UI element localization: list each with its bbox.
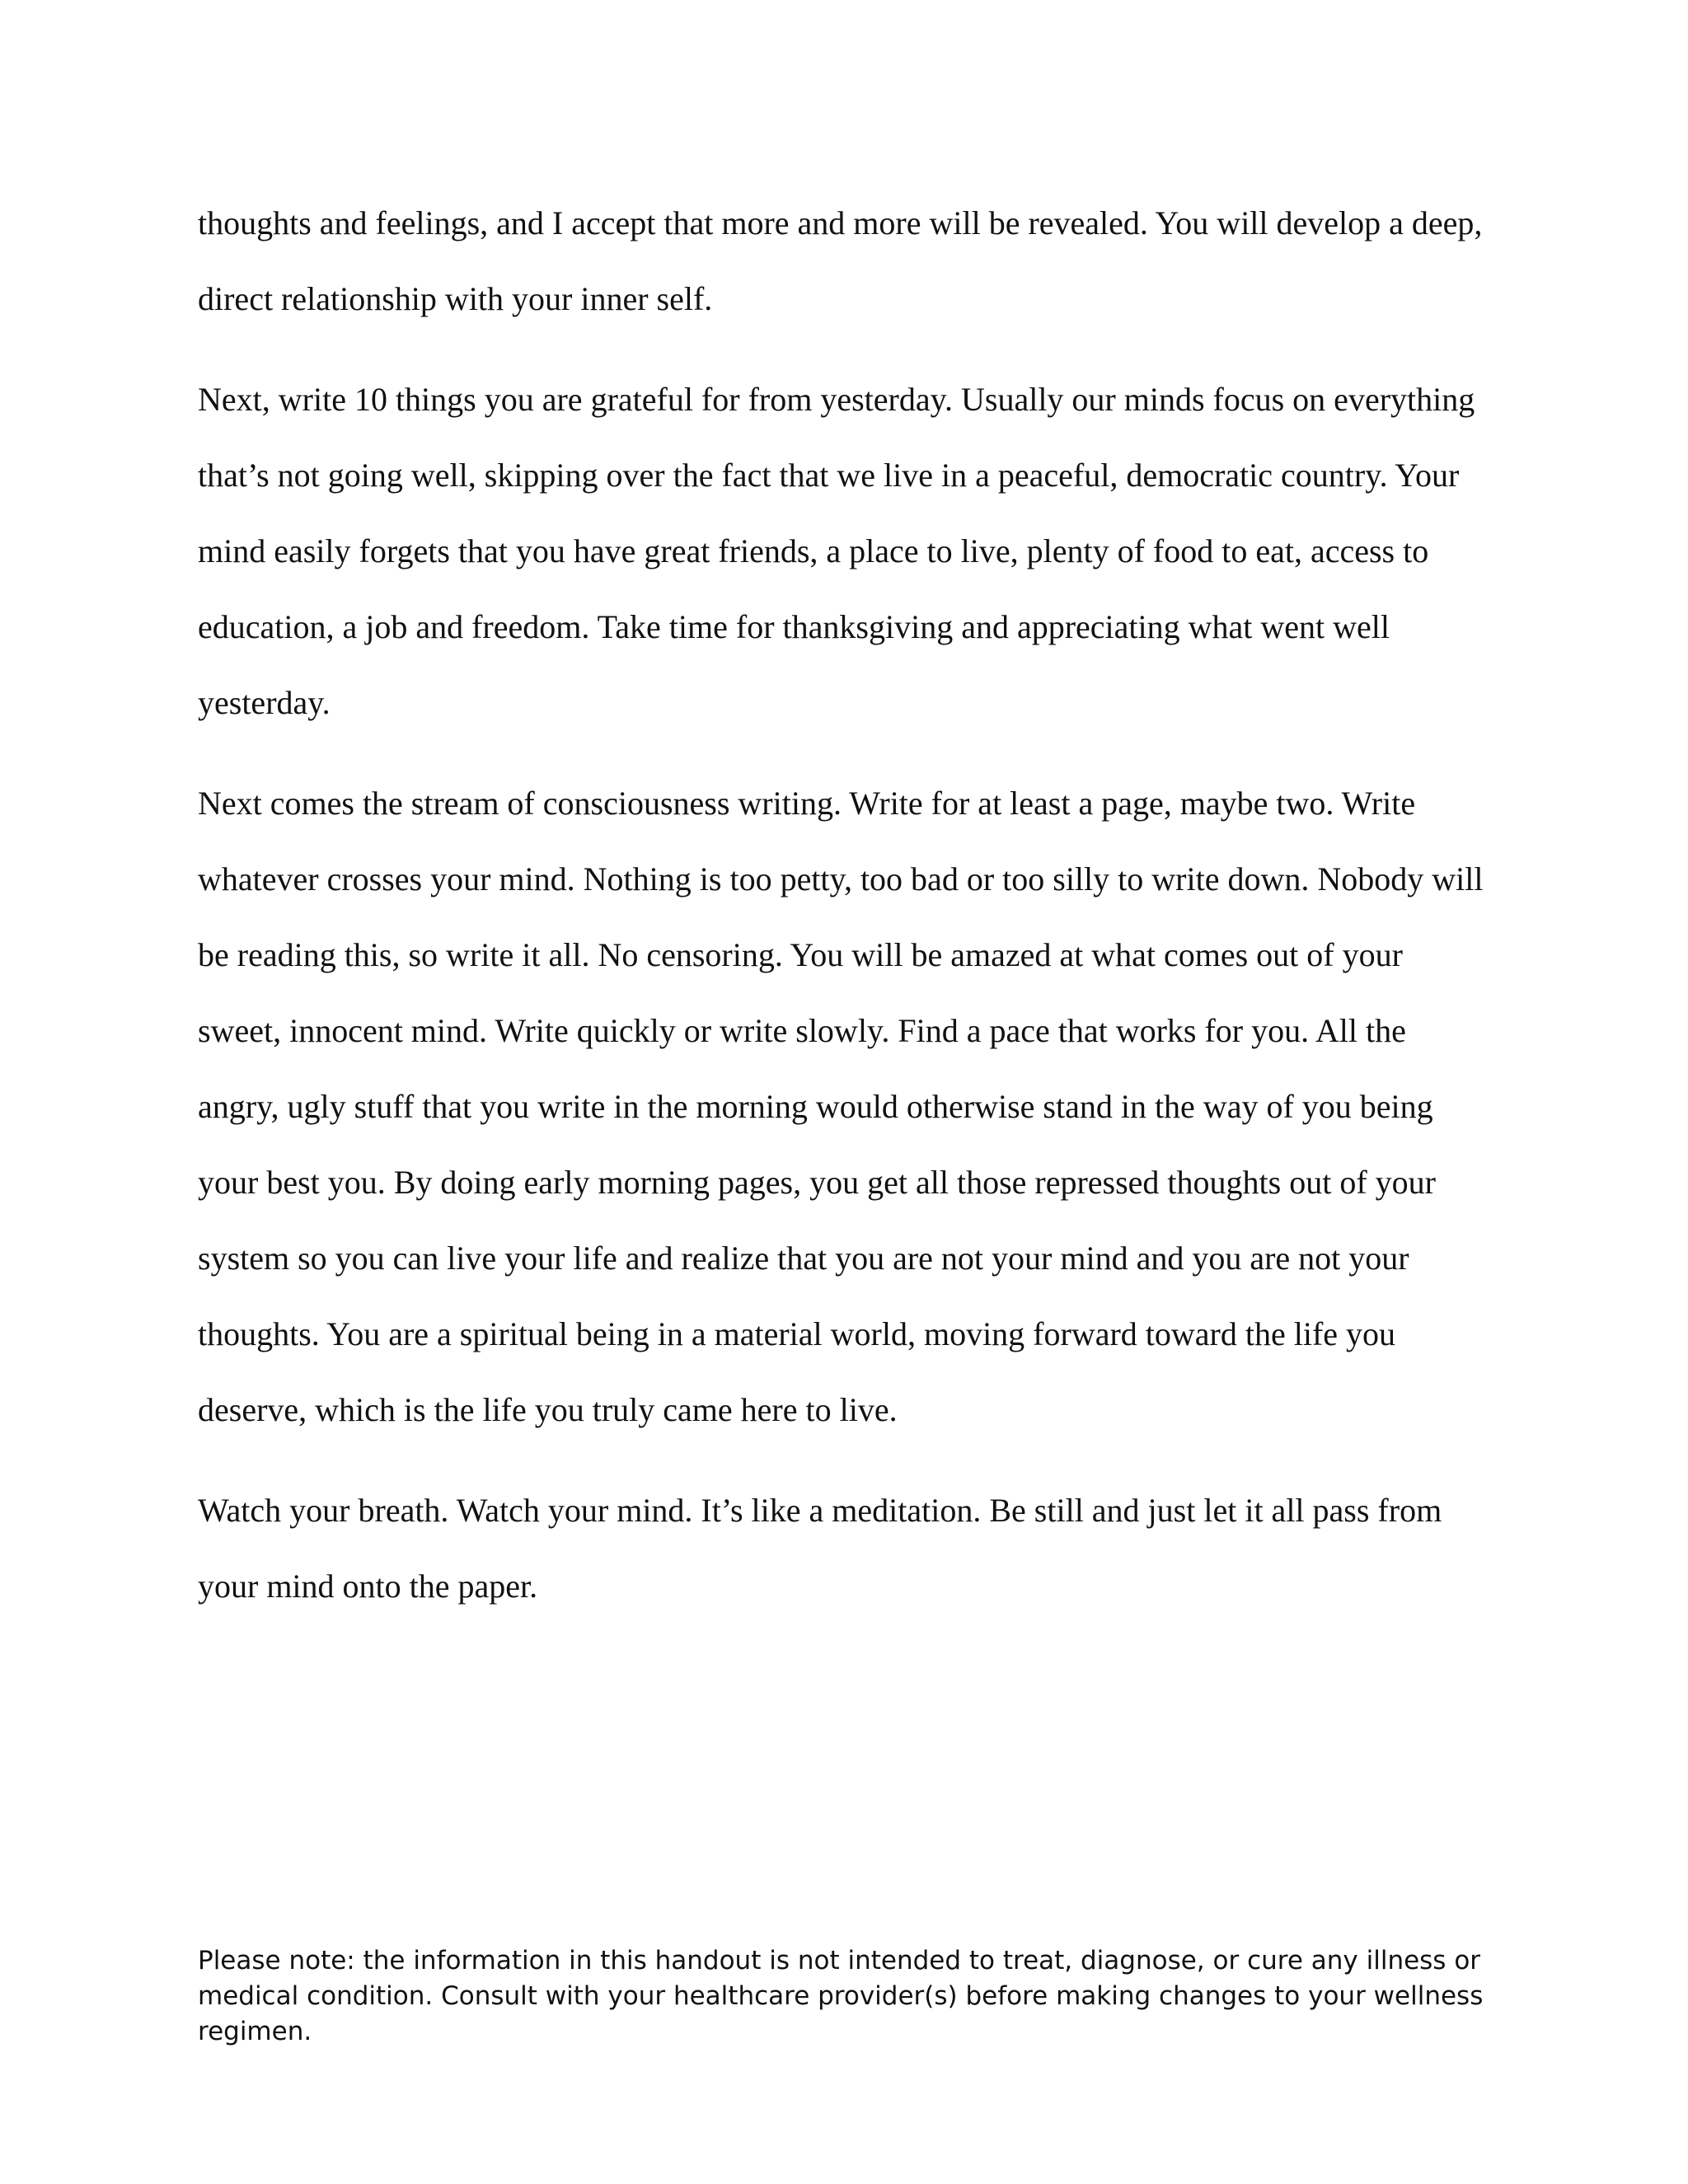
body-text — [198, 185, 1484, 1624]
paragraph-meditation: Watch your breath. Watch your mind. It’s like a meditation. Be still and just let it all pass from your mind onto the paper. — [198, 1492, 1442, 1605]
paragraph-gratitude: Next, write 10 things you are grateful for from yesterday. Usually our minds focus on everything that’s not going well, skipping over the fact that we live in a peaceful, democratic country. Your mind easily forgets that you have great friends, a place to live, plenty of food to eat, access to education, a job and freedom. Take time for thanksgiving and appreciating what went well yesterday. — [198, 381, 1475, 721]
footer-disclaimer: Please note: the information in this handout is not intended to treat, diagnose, or cure any illness or medical condition. Consult with your healthcare provider(s) before making changes to your wellness regimen. — [198, 1946, 1484, 2046]
paragraph-stream-of-consciousness: Next comes the stream of consciousness writing. Write for at least a page, maybe two. Write whatever crosses your mind. Nothing is too petty, too bad or too silly to write down. Nobody will be reading this, so write it all. No censoring. You will be amazed at what comes out of your sweet, innocent mind. Write quickly or write slowly. Find a pace that works for you. All the angry, ugly stuff that you write in the morning would otherwise stand in the way of you being your best you. By doing early morning pages, you get all those repressed thoughts out of your system so you can live your life and realize that you are not your mind and you are not your thoughts. You are a spiritual being in a material world, moving forward toward the life you deserve, which is the life you truly came here to live. — [198, 785, 1484, 1428]
paragraph-inner-self: thoughts and feelings, and I accept that more and more will be revealed. You will develop a deep, direct relationship with your inner self. — [198, 204, 1483, 317]
